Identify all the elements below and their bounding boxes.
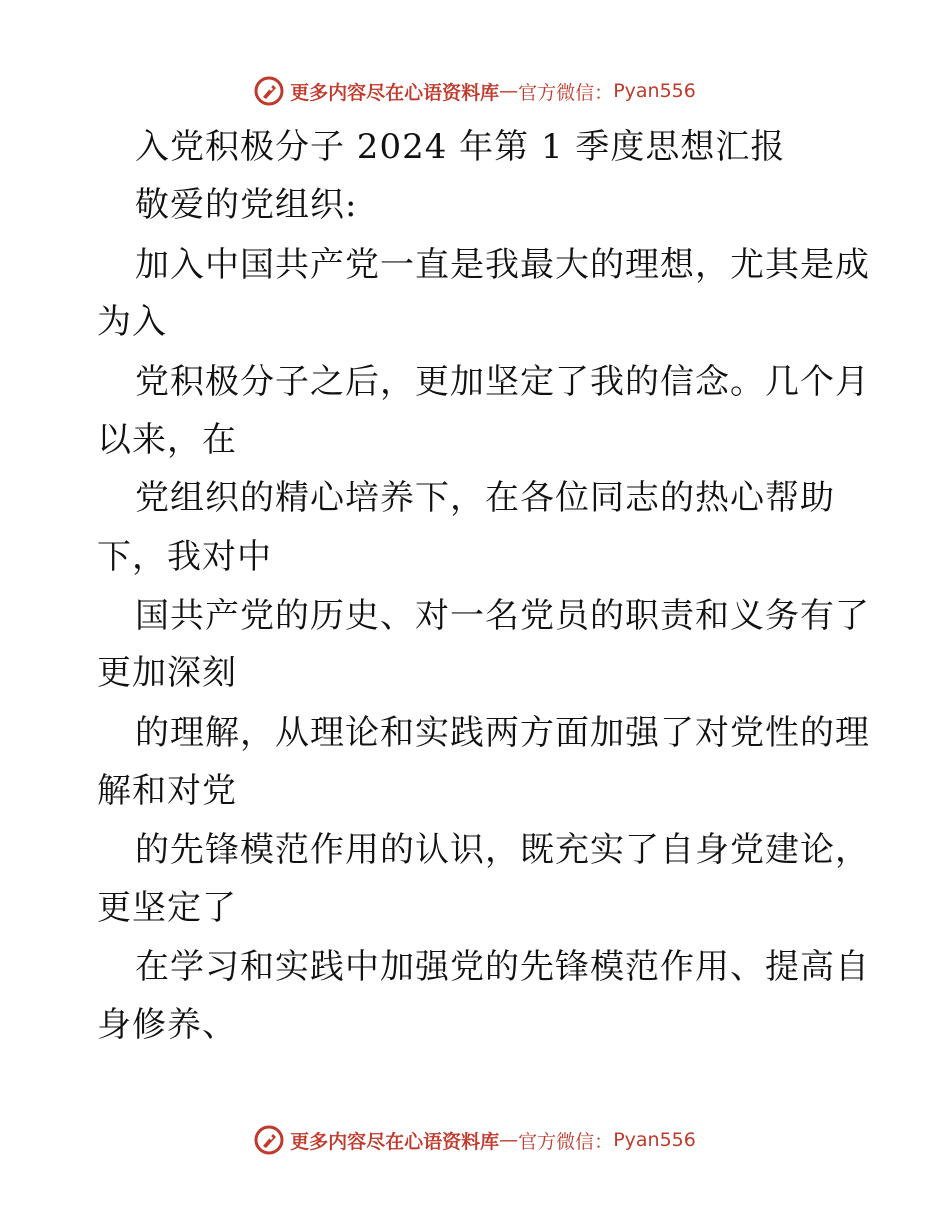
banner-wechat-label: 官方微信： <box>518 81 614 104</box>
pen-nib-circle-icon <box>254 76 284 106</box>
banner-wechat-id: Pyan556 <box>613 1129 696 1151</box>
banner-dash: — <box>499 1129 519 1151</box>
paragraph-line: 下，我对中 <box>97 537 272 577</box>
banner-wechat-id: Pyan556 <box>613 80 696 102</box>
paragraph-line: 党积极分子之后，更加坚定了我的信念。几个月 <box>135 362 870 402</box>
banner-wechat-label: 官方微信： <box>518 1130 614 1153</box>
paragraph-line: 以来，在 <box>97 420 237 460</box>
paragraph-line: 的先锋模范作用的认识，既充实了自身党建论， <box>135 830 870 870</box>
header-banner <box>0 71 950 111</box>
paragraph-line: 国共产党的历史、对一名党员的职责和义务有了 <box>135 596 870 636</box>
paragraph-line: 解和对党 <box>97 771 237 811</box>
banner-brand-text: 更多内容尽在心语资料库 <box>290 81 500 104</box>
paragraph-line: 党组织的精心培养下，在各位同志的热心帮助 <box>135 478 835 518</box>
document-title: 入党积极分子 2024 年第 1 季度思想汇报 <box>135 127 786 167</box>
paragraph-line: 更坚定了 <box>97 888 237 928</box>
footer-banner <box>0 1120 950 1160</box>
paragraph-line: 更加深刻 <box>97 653 237 693</box>
paragraph-line: 的理解，从理论和实践两方面加强了对党性的理 <box>135 713 870 753</box>
document-salutation: 敬爱的党组织: <box>135 185 358 225</box>
banner-dash: — <box>499 80 519 102</box>
paragraph-line: 在学习和实践中加强党的先锋模范作用、提高自 <box>135 947 870 987</box>
paragraph-line: 身修养、 <box>97 1005 237 1045</box>
banner-brand-text: 更多内容尽在心语资料库 <box>290 1130 500 1153</box>
paragraph-line: 为入 <box>97 302 167 342</box>
paragraph-line: 加入中国共产党一直是我最大的理想，尤其是成 <box>135 245 870 285</box>
pen-nib-circle-icon <box>254 1125 284 1155</box>
